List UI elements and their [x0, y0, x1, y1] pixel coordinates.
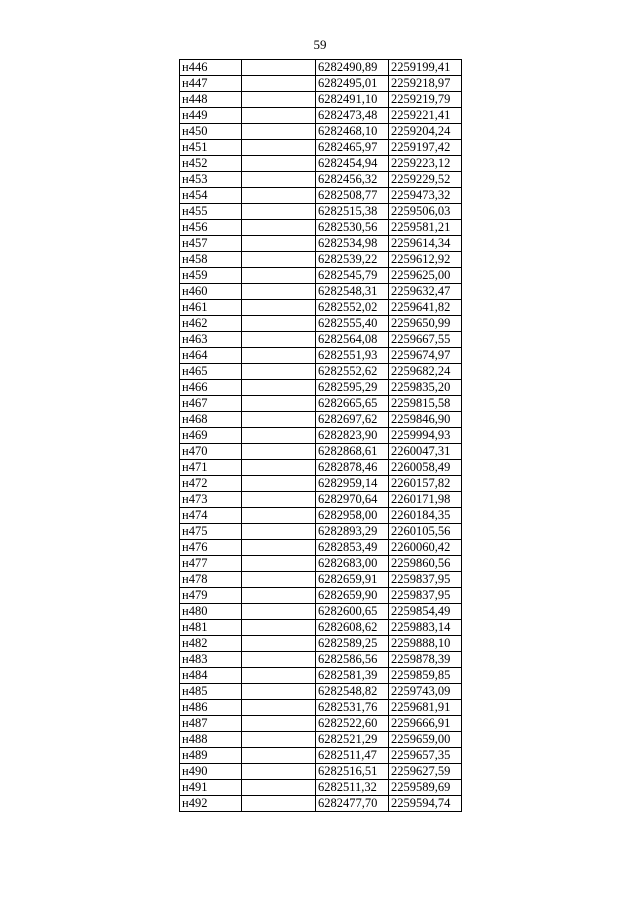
point-id-cell: н474 — [180, 508, 242, 524]
x-coordinate-cell: 6282551,93 — [316, 348, 389, 364]
y-coordinate-cell: 2259219,79 — [389, 92, 462, 108]
x-coordinate-cell: 6282868,61 — [316, 444, 389, 460]
table-row — [180, 300, 462, 316]
y-coordinate-cell: 2260105,56 — [389, 524, 462, 540]
point-id-cell: н490 — [180, 764, 242, 780]
x-coordinate-cell: 6282521,29 — [316, 732, 389, 748]
table-row — [180, 76, 462, 92]
empty-cell — [242, 204, 316, 220]
x-coordinate-cell: 6282581,39 — [316, 668, 389, 684]
point-id-cell: н459 — [180, 268, 242, 284]
y-coordinate-cell: 2260157,82 — [389, 476, 462, 492]
x-coordinate-cell: 6282548,82 — [316, 684, 389, 700]
table-row — [180, 268, 462, 284]
table-row — [180, 780, 462, 796]
y-coordinate-cell: 2259743,09 — [389, 684, 462, 700]
y-coordinate-cell: 2259657,35 — [389, 748, 462, 764]
y-coordinate-cell: 2259632,47 — [389, 284, 462, 300]
x-coordinate-cell: 6282456,32 — [316, 172, 389, 188]
x-coordinate-cell: 6282665,65 — [316, 396, 389, 412]
y-coordinate-cell: 2259666,91 — [389, 716, 462, 732]
y-coordinate-cell: 2259223,12 — [389, 156, 462, 172]
table-row — [180, 748, 462, 764]
x-coordinate-cell: 6282600,65 — [316, 604, 389, 620]
point-id-cell: н454 — [180, 188, 242, 204]
table-row — [180, 364, 462, 380]
point-id-cell: н449 — [180, 108, 242, 124]
x-coordinate-cell: 6282959,14 — [316, 476, 389, 492]
table-row — [180, 684, 462, 700]
empty-cell — [242, 284, 316, 300]
table-row — [180, 140, 462, 156]
empty-cell — [242, 60, 316, 76]
y-coordinate-cell: 2259506,03 — [389, 204, 462, 220]
coordinates-table-body — [180, 60, 462, 812]
table-row — [180, 460, 462, 476]
y-coordinate-cell: 2259667,55 — [389, 332, 462, 348]
empty-cell — [242, 316, 316, 332]
table-row — [180, 508, 462, 524]
y-coordinate-cell: 2259229,52 — [389, 172, 462, 188]
y-coordinate-cell: 2260058,49 — [389, 460, 462, 476]
table-row — [180, 220, 462, 236]
x-coordinate-cell: 6282508,77 — [316, 188, 389, 204]
table-row — [180, 636, 462, 652]
table-row — [180, 188, 462, 204]
empty-cell — [242, 172, 316, 188]
table-row — [180, 572, 462, 588]
point-id-cell: н488 — [180, 732, 242, 748]
table-row — [180, 60, 462, 76]
point-id-cell: н462 — [180, 316, 242, 332]
x-coordinate-cell: 6282490,89 — [316, 60, 389, 76]
y-coordinate-cell: 2259594,74 — [389, 796, 462, 812]
y-coordinate-cell: 2260184,35 — [389, 508, 462, 524]
point-id-cell: н471 — [180, 460, 242, 476]
point-id-cell: н468 — [180, 412, 242, 428]
y-coordinate-cell: 2259204,24 — [389, 124, 462, 140]
empty-cell — [242, 556, 316, 572]
table-row — [180, 556, 462, 572]
empty-cell — [242, 412, 316, 428]
x-coordinate-cell: 6282552,02 — [316, 300, 389, 316]
empty-cell — [242, 108, 316, 124]
empty-cell — [242, 588, 316, 604]
point-id-cell: н470 — [180, 444, 242, 460]
table-row — [180, 156, 462, 172]
empty-cell — [242, 604, 316, 620]
y-coordinate-cell: 2259581,21 — [389, 220, 462, 236]
y-coordinate-cell: 2259888,10 — [389, 636, 462, 652]
point-id-cell: н456 — [180, 220, 242, 236]
x-coordinate-cell: 6282595,29 — [316, 380, 389, 396]
x-coordinate-cell: 6282534,98 — [316, 236, 389, 252]
empty-cell — [242, 188, 316, 204]
x-coordinate-cell: 6282473,48 — [316, 108, 389, 124]
y-coordinate-cell: 2259835,20 — [389, 380, 462, 396]
point-id-cell: н466 — [180, 380, 242, 396]
empty-cell — [242, 636, 316, 652]
empty-cell — [242, 76, 316, 92]
empty-cell — [242, 668, 316, 684]
table-row — [180, 332, 462, 348]
empty-cell — [242, 492, 316, 508]
table-row — [180, 588, 462, 604]
y-coordinate-cell: 2259589,69 — [389, 780, 462, 796]
table-row — [180, 476, 462, 492]
table-row — [180, 764, 462, 780]
x-coordinate-cell: 6282495,01 — [316, 76, 389, 92]
point-id-cell: н458 — [180, 252, 242, 268]
y-coordinate-cell: 2259650,99 — [389, 316, 462, 332]
coordinates-table — [179, 59, 462, 812]
point-id-cell: н480 — [180, 604, 242, 620]
table-row — [180, 524, 462, 540]
y-coordinate-cell: 2259815,58 — [389, 396, 462, 412]
table-row — [180, 348, 462, 364]
table-row — [180, 540, 462, 556]
y-coordinate-cell: 2259197,42 — [389, 140, 462, 156]
table-row — [180, 700, 462, 716]
table-row — [180, 284, 462, 300]
y-coordinate-cell: 2259878,39 — [389, 652, 462, 668]
empty-cell — [242, 220, 316, 236]
empty-cell — [242, 380, 316, 396]
x-coordinate-cell: 6282853,49 — [316, 540, 389, 556]
y-coordinate-cell: 2260060,42 — [389, 540, 462, 556]
table-row — [180, 236, 462, 252]
table-row — [180, 124, 462, 140]
y-coordinate-cell: 2259994,93 — [389, 428, 462, 444]
point-id-cell: н465 — [180, 364, 242, 380]
x-coordinate-cell: 6282531,76 — [316, 700, 389, 716]
x-coordinate-cell: 6282958,00 — [316, 508, 389, 524]
table-row — [180, 444, 462, 460]
y-coordinate-cell: 2259473,32 — [389, 188, 462, 204]
empty-cell — [242, 236, 316, 252]
empty-cell — [242, 364, 316, 380]
y-coordinate-cell: 2259612,92 — [389, 252, 462, 268]
point-id-cell: н469 — [180, 428, 242, 444]
point-id-cell: н487 — [180, 716, 242, 732]
table-row — [180, 252, 462, 268]
point-id-cell: н479 — [180, 588, 242, 604]
point-id-cell: н472 — [180, 476, 242, 492]
point-id-cell: н489 — [180, 748, 242, 764]
x-coordinate-cell: 6282511,32 — [316, 780, 389, 796]
y-coordinate-cell: 2259674,97 — [389, 348, 462, 364]
point-id-cell: н475 — [180, 524, 242, 540]
empty-cell — [242, 460, 316, 476]
point-id-cell: н453 — [180, 172, 242, 188]
point-id-cell: н477 — [180, 556, 242, 572]
y-coordinate-cell: 2259837,95 — [389, 588, 462, 604]
point-id-cell: н451 — [180, 140, 242, 156]
empty-cell — [242, 796, 316, 812]
point-id-cell: н492 — [180, 796, 242, 812]
table-row — [180, 732, 462, 748]
x-coordinate-cell: 6282555,40 — [316, 316, 389, 332]
y-coordinate-cell: 2259614,34 — [389, 236, 462, 252]
x-coordinate-cell: 6282522,60 — [316, 716, 389, 732]
point-id-cell: н446 — [180, 60, 242, 76]
x-coordinate-cell: 6282586,56 — [316, 652, 389, 668]
table-row — [180, 668, 462, 684]
x-coordinate-cell: 6282539,22 — [316, 252, 389, 268]
x-coordinate-cell: 6282516,51 — [316, 764, 389, 780]
page-number: 59 — [313, 37, 327, 52]
table-row — [180, 92, 462, 108]
empty-cell — [242, 508, 316, 524]
empty-cell — [242, 156, 316, 172]
x-coordinate-cell: 6282511,47 — [316, 748, 389, 764]
point-id-cell: н473 — [180, 492, 242, 508]
empty-cell — [242, 396, 316, 412]
empty-cell — [242, 476, 316, 492]
empty-cell — [242, 652, 316, 668]
empty-cell — [242, 620, 316, 636]
point-id-cell: н482 — [180, 636, 242, 652]
table-row — [180, 380, 462, 396]
table-row — [180, 620, 462, 636]
point-id-cell: н464 — [180, 348, 242, 364]
table-row — [180, 204, 462, 220]
y-coordinate-cell: 2260171,98 — [389, 492, 462, 508]
table-row — [180, 172, 462, 188]
point-id-cell: н463 — [180, 332, 242, 348]
empty-cell — [242, 732, 316, 748]
empty-cell — [242, 252, 316, 268]
point-id-cell: н486 — [180, 700, 242, 716]
point-id-cell: н485 — [180, 684, 242, 700]
y-coordinate-cell: 2259625,00 — [389, 268, 462, 284]
table-row — [180, 412, 462, 428]
empty-cell — [242, 700, 316, 716]
point-id-cell: н467 — [180, 396, 242, 412]
y-coordinate-cell: 2259854,49 — [389, 604, 462, 620]
y-coordinate-cell: 2259659,00 — [389, 732, 462, 748]
table-row — [180, 604, 462, 620]
x-coordinate-cell: 6282564,08 — [316, 332, 389, 348]
point-id-cell: н484 — [180, 668, 242, 684]
table-row — [180, 316, 462, 332]
x-coordinate-cell: 6282454,94 — [316, 156, 389, 172]
y-coordinate-cell: 2259883,14 — [389, 620, 462, 636]
empty-cell — [242, 572, 316, 588]
x-coordinate-cell: 6282515,38 — [316, 204, 389, 220]
x-coordinate-cell: 6282659,91 — [316, 572, 389, 588]
x-coordinate-cell: 6282970,64 — [316, 492, 389, 508]
point-id-cell: н491 — [180, 780, 242, 796]
empty-cell — [242, 348, 316, 364]
y-coordinate-cell: 2259859,85 — [389, 668, 462, 684]
y-coordinate-cell: 2260047,31 — [389, 444, 462, 460]
empty-cell — [242, 444, 316, 460]
table-row — [180, 396, 462, 412]
x-coordinate-cell: 6282697,62 — [316, 412, 389, 428]
empty-cell — [242, 684, 316, 700]
x-coordinate-cell: 6282659,90 — [316, 588, 389, 604]
empty-cell — [242, 524, 316, 540]
empty-cell — [242, 540, 316, 556]
y-coordinate-cell: 2259681,91 — [389, 700, 462, 716]
empty-cell — [242, 124, 316, 140]
empty-cell — [242, 332, 316, 348]
table-row — [180, 652, 462, 668]
x-coordinate-cell: 6282608,62 — [316, 620, 389, 636]
point-id-cell: н455 — [180, 204, 242, 220]
empty-cell — [242, 428, 316, 444]
point-id-cell: н461 — [180, 300, 242, 316]
y-coordinate-cell: 2259221,41 — [389, 108, 462, 124]
y-coordinate-cell: 2259860,56 — [389, 556, 462, 572]
table-row — [180, 796, 462, 812]
empty-cell — [242, 780, 316, 796]
y-coordinate-cell: 2259837,95 — [389, 572, 462, 588]
table-row — [180, 492, 462, 508]
point-id-cell: н460 — [180, 284, 242, 300]
point-id-cell: н450 — [180, 124, 242, 140]
table-row — [180, 108, 462, 124]
point-id-cell: н483 — [180, 652, 242, 668]
x-coordinate-cell: 6282683,00 — [316, 556, 389, 572]
empty-cell — [242, 268, 316, 284]
x-coordinate-cell: 6282823,90 — [316, 428, 389, 444]
point-id-cell: н476 — [180, 540, 242, 556]
point-id-cell: н457 — [180, 236, 242, 252]
point-id-cell: н448 — [180, 92, 242, 108]
x-coordinate-cell: 6282491,10 — [316, 92, 389, 108]
point-id-cell: н452 — [180, 156, 242, 172]
x-coordinate-cell: 6282548,31 — [316, 284, 389, 300]
y-coordinate-cell: 2259682,24 — [389, 364, 462, 380]
y-coordinate-cell: 2259627,59 — [389, 764, 462, 780]
y-coordinate-cell: 2259641,82 — [389, 300, 462, 316]
table-row — [180, 428, 462, 444]
empty-cell — [242, 716, 316, 732]
empty-cell — [242, 140, 316, 156]
x-coordinate-cell: 6282552,62 — [316, 364, 389, 380]
x-coordinate-cell: 6282465,97 — [316, 140, 389, 156]
x-coordinate-cell: 6282878,46 — [316, 460, 389, 476]
x-coordinate-cell: 6282530,56 — [316, 220, 389, 236]
empty-cell — [242, 300, 316, 316]
empty-cell — [242, 92, 316, 108]
x-coordinate-cell: 6282589,25 — [316, 636, 389, 652]
x-coordinate-cell: 6282477,70 — [316, 796, 389, 812]
x-coordinate-cell: 6282468,10 — [316, 124, 389, 140]
x-coordinate-cell: 6282545,79 — [316, 268, 389, 284]
empty-cell — [242, 748, 316, 764]
y-coordinate-cell: 2259199,41 — [389, 60, 462, 76]
point-id-cell: н481 — [180, 620, 242, 636]
table-row — [180, 716, 462, 732]
x-coordinate-cell: 6282893,29 — [316, 524, 389, 540]
point-id-cell: н478 — [180, 572, 242, 588]
point-id-cell: н447 — [180, 76, 242, 92]
empty-cell — [242, 764, 316, 780]
y-coordinate-cell: 2259846,90 — [389, 412, 462, 428]
y-coordinate-cell: 2259218,97 — [389, 76, 462, 92]
